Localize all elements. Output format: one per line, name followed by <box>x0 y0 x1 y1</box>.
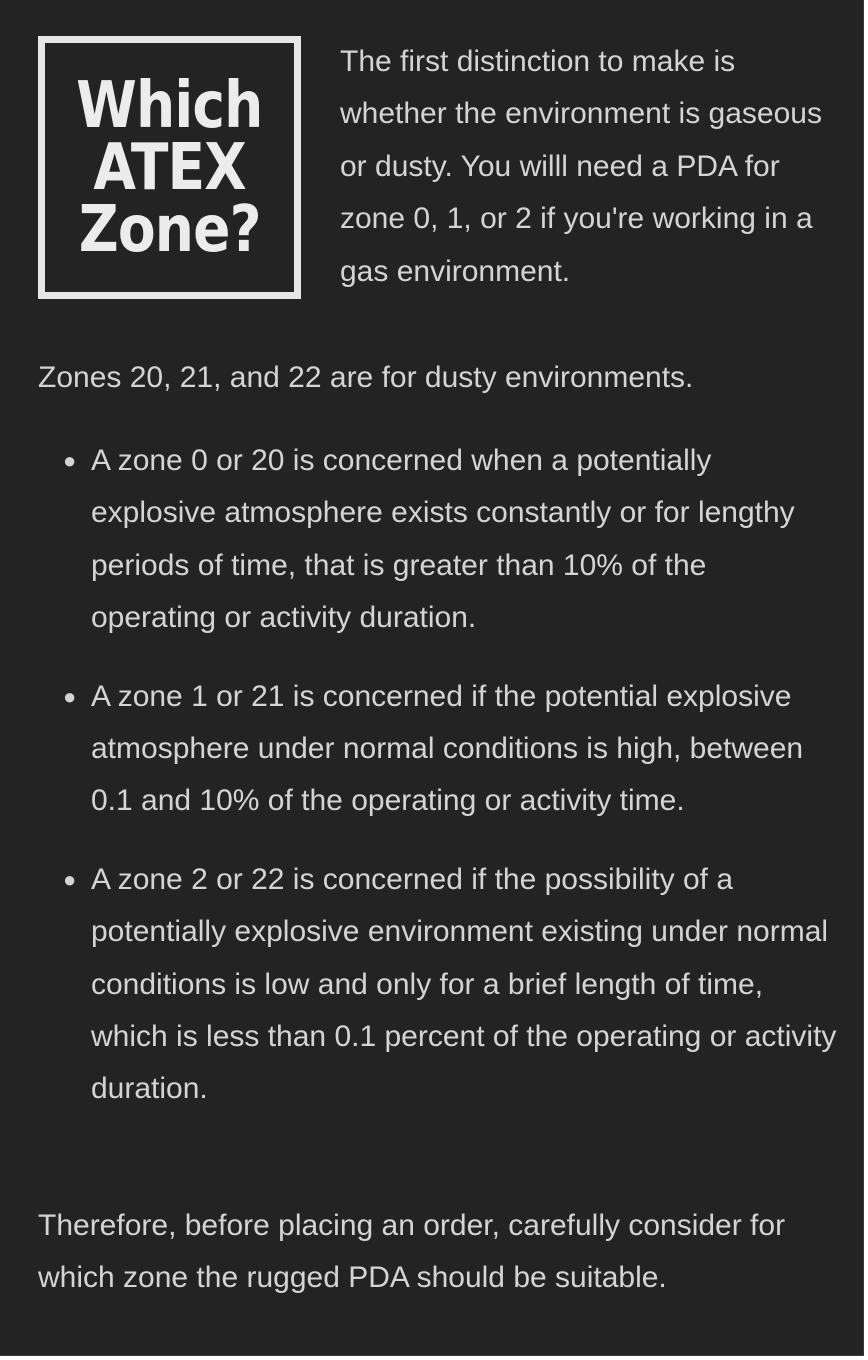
logo-line-2: ATEX <box>93 130 246 205</box>
zone-list <box>38 435 838 1142</box>
zone-item-text: A zone 0 or 20 is concerned when a potentially explosive atmosphere exists constantly or for lengthy periods of time, that is greater than 10% of the operating or activity duration. <box>91 444 795 635</box>
bullet-icon: ● <box>63 448 77 473</box>
atex-zone-logo <box>38 36 301 299</box>
list-item <box>38 671 838 828</box>
bullet-icon: ● <box>63 683 77 709</box>
intro-paragraph: The first distinction to make is whether the environment is gaseous or dusty. You willl need a PDA for zone 0, 1, or 2 if you're working in a gas environment. <box>340 45 822 288</box>
zone-item-text: A zone 1 or 21 is concerned if the potential explosive atmosphere under normal conditions is high, between 0.1 and 10% of the operating or activity time. <box>91 679 804 818</box>
logo-line-1: Which <box>76 68 263 143</box>
list-item <box>38 854 838 1116</box>
bullet-icon: ● <box>63 866 77 892</box>
dusty-note-paragraph: Zones 20, 21, and 22 are for dusty environments. <box>38 361 694 394</box>
list-item <box>38 435 838 645</box>
conclusion-paragraph: Therefore, before placing an order, carefully consider for which zone the rugged PDA should be suitable. <box>38 1209 786 1295</box>
zone-item-text: A zone 2 or 22 is concerned if the possibility of a potentially explosive environment existing under normal conditions is low and only for a brief length of time, which is less than 0.1 percent of the operating or activity duration. <box>91 862 837 1106</box>
logo-line-3: Zone? <box>78 192 261 267</box>
